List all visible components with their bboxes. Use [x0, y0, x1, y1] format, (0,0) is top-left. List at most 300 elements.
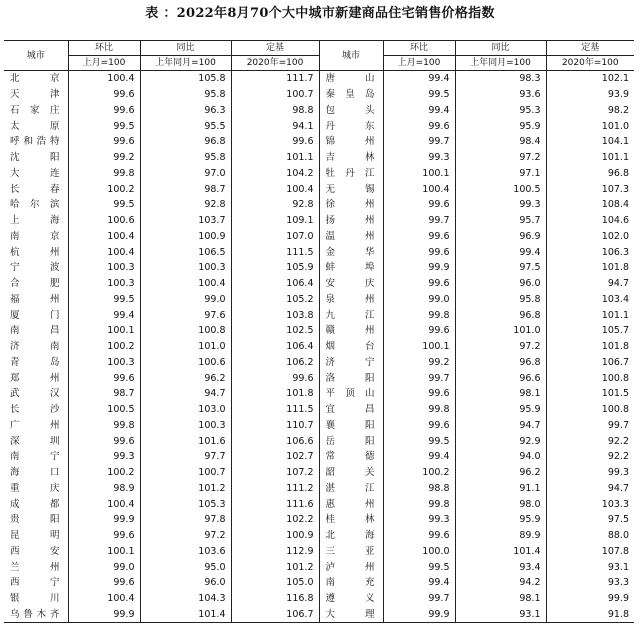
mom-index-right: 99.7 [383, 591, 455, 607]
city-name-left: 青岛 [10, 356, 60, 368]
city-name-left: 深圳 [10, 435, 60, 447]
table-row [4, 465, 634, 481]
city-name-right: 襄阳 [319, 418, 383, 434]
yoy-index-left: 105.3 [140, 496, 231, 512]
city-name-left: 厦门 [10, 309, 60, 321]
mom-index-left: 99.8 [68, 418, 140, 434]
base-index-left: 98.8 [231, 103, 319, 119]
city-name-right: 常德 [319, 449, 383, 465]
base-index-right: 96.8 [546, 166, 634, 182]
yoy-index-left: 100.7 [140, 465, 231, 481]
city-name-right: 安庆 [319, 276, 383, 292]
mom-index-right: 100.1 [383, 166, 455, 182]
city-name-right: 唐山 [319, 71, 383, 87]
mom-index-right: 100.0 [383, 544, 455, 560]
mom-index-left: 100.1 [68, 544, 140, 560]
mom-index-right: 100.1 [383, 339, 455, 355]
header-base-sub-left: 2020年=100 [231, 56, 319, 71]
mom-index-left: 99.9 [68, 607, 140, 623]
mom-index-left: 99.0 [68, 559, 140, 575]
base-index-right: 101.1 [546, 307, 634, 323]
base-index-right: 100.8 [546, 402, 634, 418]
mom-index-left: 98.7 [68, 386, 140, 402]
header-city-right: 城市 [319, 41, 383, 71]
header-mom-sub-left: 上月=100 [68, 56, 140, 71]
yoy-index-left: 101.6 [140, 433, 231, 449]
mom-index-right: 99.2 [383, 355, 455, 371]
yoy-index-left: 103.6 [140, 544, 231, 560]
yoy-index-right: 96.9 [455, 229, 546, 245]
city-name-right: 大理 [319, 607, 383, 623]
city-name-right: 牡丹江 [319, 166, 383, 182]
base-index-left: 99.6 [231, 134, 319, 150]
mom-index-left: 99.5 [68, 118, 140, 134]
mom-index-right: 100.2 [383, 465, 455, 481]
table-row [4, 370, 634, 386]
city-name-right: 北海 [319, 528, 383, 544]
mom-index-left: 99.3 [68, 449, 140, 465]
base-index-left: 111.7 [231, 71, 319, 87]
mom-index-right: 99.4 [383, 71, 455, 87]
yoy-index-left: 105.8 [140, 71, 231, 87]
city-name-left: 杭州 [10, 246, 60, 258]
city-name-right: 南充 [319, 575, 383, 591]
base-index-left: 109.1 [231, 213, 319, 229]
mom-index-left: 99.5 [68, 197, 140, 213]
base-index-left: 110.7 [231, 418, 319, 434]
base-index-left: 105.9 [231, 260, 319, 276]
yoy-index-left: 100.4 [140, 276, 231, 292]
table-row [4, 87, 634, 103]
base-index-right: 92.2 [546, 433, 634, 449]
mom-index-right: 99.6 [383, 244, 455, 260]
header-mom-right: 环比 [383, 41, 455, 56]
city-name-left: 哈尔滨 [10, 199, 60, 211]
table-row [4, 386, 634, 402]
mom-index-right: 99.3 [383, 512, 455, 528]
mom-index-left: 99.5 [68, 292, 140, 308]
city-name-right: 洛阳 [319, 370, 383, 386]
base-index-right: 98.2 [546, 103, 634, 119]
city-name-left: 南京 [10, 230, 60, 242]
city-name-left: 西安 [10, 545, 60, 557]
base-index-left: 101.1 [231, 150, 319, 166]
yoy-index-right: 94.0 [455, 449, 546, 465]
mom-index-left: 100.4 [68, 496, 140, 512]
yoy-index-left: 103.7 [140, 213, 231, 229]
city-name-right: 泸州 [319, 559, 383, 575]
city-name-left: 天津 [10, 89, 60, 101]
yoy-index-right: 89.9 [455, 528, 546, 544]
base-index-right: 106.3 [546, 244, 634, 260]
mom-index-left: 99.6 [68, 528, 140, 544]
yoy-index-left: 96.8 [140, 134, 231, 150]
city-name-right: 温州 [319, 229, 383, 245]
table-row [4, 339, 634, 355]
yoy-index-left: 94.7 [140, 386, 231, 402]
yoy-index-right: 98.0 [455, 496, 546, 512]
base-index-left: 102.2 [231, 512, 319, 528]
base-index-left: 105.0 [231, 575, 319, 591]
city-name-left: 太原 [10, 120, 60, 132]
mom-index-right: 99.6 [383, 418, 455, 434]
header-mom-left: 环比 [68, 41, 140, 56]
table-row [4, 307, 634, 323]
table-row [4, 166, 634, 182]
mom-index-left: 99.6 [68, 134, 140, 150]
yoy-index-right: 96.6 [455, 370, 546, 386]
base-index-right: 94.7 [546, 276, 634, 292]
table-row [4, 512, 634, 528]
yoy-index-left: 97.0 [140, 166, 231, 182]
city-name-left: 济南 [10, 341, 60, 353]
base-index-right: 93.1 [546, 559, 634, 575]
header-yoy-sub-left: 上年同月=100 [140, 56, 231, 71]
base-index-left: 101.2 [231, 559, 319, 575]
city-name-left: 上海 [10, 215, 60, 227]
mom-index-left: 99.9 [68, 512, 140, 528]
table-row [4, 481, 634, 497]
mom-index-right: 99.4 [383, 103, 455, 119]
yoy-index-right: 99.4 [455, 244, 546, 260]
mom-index-left: 99.6 [68, 87, 140, 103]
base-index-left: 107.2 [231, 465, 319, 481]
base-index-left: 111.2 [231, 481, 319, 497]
yoy-index-right: 101.4 [455, 544, 546, 560]
city-name-left: 南昌 [10, 325, 60, 337]
yoy-index-left: 100.3 [140, 418, 231, 434]
mom-index-left: 99.6 [68, 103, 140, 119]
yoy-index-right: 94.2 [455, 575, 546, 591]
table-row [4, 134, 634, 150]
city-name-right: 济宁 [319, 355, 383, 371]
mom-index-left: 100.3 [68, 276, 140, 292]
header-base-left: 定基 [231, 41, 319, 56]
city-name-left: 北京 [10, 73, 60, 85]
mom-index-right: 99.8 [383, 402, 455, 418]
mom-index-left: 100.2 [68, 465, 140, 481]
mom-index-left: 100.3 [68, 260, 140, 276]
base-index-right: 101.1 [546, 150, 634, 166]
yoy-index-right: 93.6 [455, 87, 546, 103]
mom-index-right: 99.6 [383, 197, 455, 213]
base-index-right: 88.0 [546, 528, 634, 544]
yoy-index-right: 96.0 [455, 276, 546, 292]
base-index-right: 101.8 [546, 339, 634, 355]
yoy-index-left: 103.0 [140, 402, 231, 418]
city-name-left: 长沙 [10, 404, 60, 416]
base-index-right: 102.1 [546, 71, 634, 87]
yoy-index-left: 97.8 [140, 512, 231, 528]
base-index-right: 93.3 [546, 575, 634, 591]
city-name-right: 遵义 [319, 591, 383, 607]
mom-index-right: 99.5 [383, 559, 455, 575]
base-index-left: 112.9 [231, 544, 319, 560]
header-base-sub-right: 2020年=100 [546, 56, 634, 71]
mom-index-left: 100.4 [68, 244, 140, 260]
city-name-right: 赣州 [319, 323, 383, 339]
mom-index-left: 99.6 [68, 370, 140, 386]
yoy-index-right: 93.1 [455, 607, 546, 623]
table-row [4, 150, 634, 166]
city-name-left: 长春 [10, 183, 60, 195]
city-name-left: 呼和浩特 [10, 136, 60, 148]
base-index-right: 100.8 [546, 370, 634, 386]
city-name-right: 韶关 [319, 465, 383, 481]
header-base-right: 定基 [546, 41, 634, 56]
yoy-index-right: 92.9 [455, 433, 546, 449]
yoy-index-left: 101.2 [140, 481, 231, 497]
mom-index-left: 98.9 [68, 481, 140, 497]
base-index-right: 99.3 [546, 465, 634, 481]
base-index-right: 108.4 [546, 197, 634, 213]
yoy-index-right: 101.0 [455, 323, 546, 339]
header-yoy-left: 同比 [140, 41, 231, 56]
mom-index-right: 98.8 [383, 481, 455, 497]
base-index-left: 103.8 [231, 307, 319, 323]
yoy-index-left: 97.6 [140, 307, 231, 323]
city-name-right: 湛江 [319, 481, 383, 497]
base-index-left: 100.4 [231, 181, 319, 197]
price-index-table [4, 40, 634, 623]
city-name-right: 平顶山 [319, 386, 383, 402]
base-index-left: 94.1 [231, 118, 319, 134]
mom-index-right: 99.9 [383, 607, 455, 623]
yoy-index-left: 99.0 [140, 292, 231, 308]
mom-index-left: 100.4 [68, 71, 140, 87]
mom-index-left: 100.1 [68, 323, 140, 339]
yoy-index-right: 98.3 [455, 71, 546, 87]
base-index-right: 92.2 [546, 449, 634, 465]
city-name-left: 贵阳 [10, 514, 60, 526]
mom-index-left: 100.3 [68, 355, 140, 371]
city-name-left: 成都 [10, 498, 60, 510]
table-row [4, 213, 634, 229]
yoy-index-right: 95.8 [455, 292, 546, 308]
city-name-left: 郑州 [10, 372, 60, 384]
table-title: 表 ：2022年8月70个大中城市新建商品住宅销售价格指数 [145, 6, 495, 21]
table-row [4, 559, 634, 575]
city-name-right: 扬州 [319, 213, 383, 229]
table-row [4, 544, 634, 560]
yoy-index-right: 95.9 [455, 118, 546, 134]
city-name-right: 九江 [319, 307, 383, 323]
base-index-left: 111.6 [231, 496, 319, 512]
city-name-right: 泉州 [319, 292, 383, 308]
city-name-right: 吉林 [319, 150, 383, 166]
mom-index-right: 100.4 [383, 181, 455, 197]
city-name-left: 海口 [10, 467, 60, 479]
table-row [4, 449, 634, 465]
city-name-left: 重庆 [10, 482, 60, 494]
yoy-index-left: 100.8 [140, 323, 231, 339]
yoy-index-left: 96.2 [140, 370, 231, 386]
base-index-right: 97.5 [546, 512, 634, 528]
yoy-index-left: 106.5 [140, 244, 231, 260]
yoy-index-left: 97.2 [140, 528, 231, 544]
table-row [4, 591, 634, 607]
table-row [4, 260, 634, 276]
city-name-left: 大连 [10, 167, 60, 179]
table-row [4, 418, 634, 434]
base-index-left: 107.0 [231, 229, 319, 245]
table-row [4, 575, 634, 591]
table-row [4, 244, 634, 260]
city-name-left: 西宁 [10, 577, 60, 589]
city-name-left: 昆明 [10, 530, 60, 542]
yoy-index-left: 92.8 [140, 197, 231, 213]
mom-index-right: 99.7 [383, 213, 455, 229]
table-row [4, 496, 634, 512]
base-index-right: 101.5 [546, 386, 634, 402]
city-name-left: 沈阳 [10, 152, 60, 164]
base-index-left: 102.5 [231, 323, 319, 339]
base-index-right: 105.7 [546, 323, 634, 339]
base-index-right: 103.3 [546, 496, 634, 512]
base-index-right: 91.8 [546, 607, 634, 623]
mom-index-left: 99.4 [68, 307, 140, 323]
table-row [4, 103, 634, 119]
yoy-index-right: 95.3 [455, 103, 546, 119]
base-index-right: 107.8 [546, 544, 634, 560]
city-name-right: 金华 [319, 244, 383, 260]
base-index-left: 100.7 [231, 87, 319, 103]
mom-index-right: 99.3 [383, 150, 455, 166]
yoy-index-left: 96.3 [140, 103, 231, 119]
yoy-index-right: 95.9 [455, 512, 546, 528]
mom-index-right: 99.0 [383, 292, 455, 308]
city-name-right: 烟台 [319, 339, 383, 355]
table-row [4, 433, 634, 449]
yoy-index-left: 95.5 [140, 118, 231, 134]
city-name-right: 岳阳 [319, 433, 383, 449]
mom-index-right: 99.6 [383, 118, 455, 134]
base-index-right: 99.9 [546, 591, 634, 607]
city-name-left: 宁波 [10, 262, 60, 274]
mom-index-left: 99.6 [68, 575, 140, 591]
base-index-left: 111.5 [231, 244, 319, 260]
base-index-right: 103.4 [546, 292, 634, 308]
yoy-index-left: 97.7 [140, 449, 231, 465]
city-name-left: 兰州 [10, 561, 60, 573]
mom-index-left: 100.6 [68, 213, 140, 229]
base-index-left: 106.6 [231, 433, 319, 449]
mom-index-left: 100.4 [68, 229, 140, 245]
header-yoy-right: 同比 [455, 41, 546, 56]
mom-index-left: 99.2 [68, 150, 140, 166]
mom-index-right: 99.6 [383, 323, 455, 339]
city-name-right: 无锡 [319, 181, 383, 197]
yoy-index-right: 97.2 [455, 150, 546, 166]
table-row [4, 276, 634, 292]
base-index-left: 105.2 [231, 292, 319, 308]
base-index-left: 104.2 [231, 166, 319, 182]
yoy-index-right: 98.1 [455, 386, 546, 402]
base-index-right: 93.9 [546, 87, 634, 103]
yoy-index-right: 91.1 [455, 481, 546, 497]
header-mom-sub-right: 上月=100 [383, 56, 455, 71]
base-index-left: 101.8 [231, 386, 319, 402]
city-name-left: 石家庄 [10, 104, 60, 116]
mom-index-right: 99.5 [383, 87, 455, 103]
base-index-left: 116.8 [231, 591, 319, 607]
yoy-index-right: 95.9 [455, 402, 546, 418]
mom-index-right: 99.6 [383, 276, 455, 292]
table-row [4, 402, 634, 418]
mom-index-right: 99.6 [383, 528, 455, 544]
mom-index-left: 100.4 [68, 591, 140, 607]
city-name-right: 锦州 [319, 134, 383, 150]
city-name-left: 乌鲁木齐 [4, 607, 68, 623]
yoy-index-left: 101.0 [140, 339, 231, 355]
city-name-right: 蚌埠 [319, 260, 383, 276]
table-row [4, 607, 634, 623]
city-name-left: 福州 [10, 293, 60, 305]
yoy-index-right: 97.5 [455, 260, 546, 276]
yoy-index-right: 98.4 [455, 134, 546, 150]
base-index-left: 106.7 [231, 607, 319, 623]
yoy-index-right: 96.2 [455, 465, 546, 481]
yoy-index-right: 100.5 [455, 181, 546, 197]
base-index-right: 94.7 [546, 481, 634, 497]
mom-index-right: 99.7 [383, 370, 455, 386]
yoy-index-right: 98.1 [455, 591, 546, 607]
city-name-right: 秦皇岛 [319, 87, 383, 103]
table-row [4, 528, 634, 544]
mom-index-right: 99.8 [383, 496, 455, 512]
base-index-left: 106.4 [231, 339, 319, 355]
yoy-index-right: 97.2 [455, 339, 546, 355]
base-index-right: 102.0 [546, 229, 634, 245]
base-index-right: 104.6 [546, 213, 634, 229]
base-index-left: 106.4 [231, 276, 319, 292]
header-yoy-sub-right: 上年同月=100 [455, 56, 546, 71]
mom-index-right: 99.8 [383, 307, 455, 323]
yoy-index-left: 95.8 [140, 150, 231, 166]
mom-index-right: 99.7 [383, 134, 455, 150]
yoy-index-left: 96.0 [140, 575, 231, 591]
base-index-right: 106.7 [546, 355, 634, 371]
mom-index-right: 99.4 [383, 575, 455, 591]
mom-index-right: 99.9 [383, 260, 455, 276]
city-name-right: 三亚 [319, 544, 383, 560]
city-name-left: 广州 [10, 419, 60, 431]
yoy-index-right: 95.7 [455, 213, 546, 229]
yoy-index-right: 96.8 [455, 307, 546, 323]
table-row [4, 181, 634, 197]
mom-index-left: 100.2 [68, 181, 140, 197]
base-index-left: 102.7 [231, 449, 319, 465]
mom-index-left: 100.5 [68, 402, 140, 418]
yoy-index-right: 97.1 [455, 166, 546, 182]
table-row [4, 118, 634, 134]
base-index-right: 99.7 [546, 418, 634, 434]
table-row [4, 355, 634, 371]
table-row [4, 197, 634, 213]
mom-index-right: 99.6 [383, 386, 455, 402]
city-name-right: 宜昌 [319, 402, 383, 418]
yoy-index-right: 94.7 [455, 418, 546, 434]
yoy-index-right: 93.4 [455, 559, 546, 575]
yoy-index-left: 100.9 [140, 229, 231, 245]
base-index-right: 101.0 [546, 118, 634, 134]
mom-index-right: 99.6 [383, 229, 455, 245]
table-row [4, 323, 634, 339]
base-index-left: 92.8 [231, 197, 319, 213]
city-name-right: 惠州 [319, 496, 383, 512]
yoy-index-left: 100.6 [140, 355, 231, 371]
mom-index-left: 99.6 [68, 433, 140, 449]
